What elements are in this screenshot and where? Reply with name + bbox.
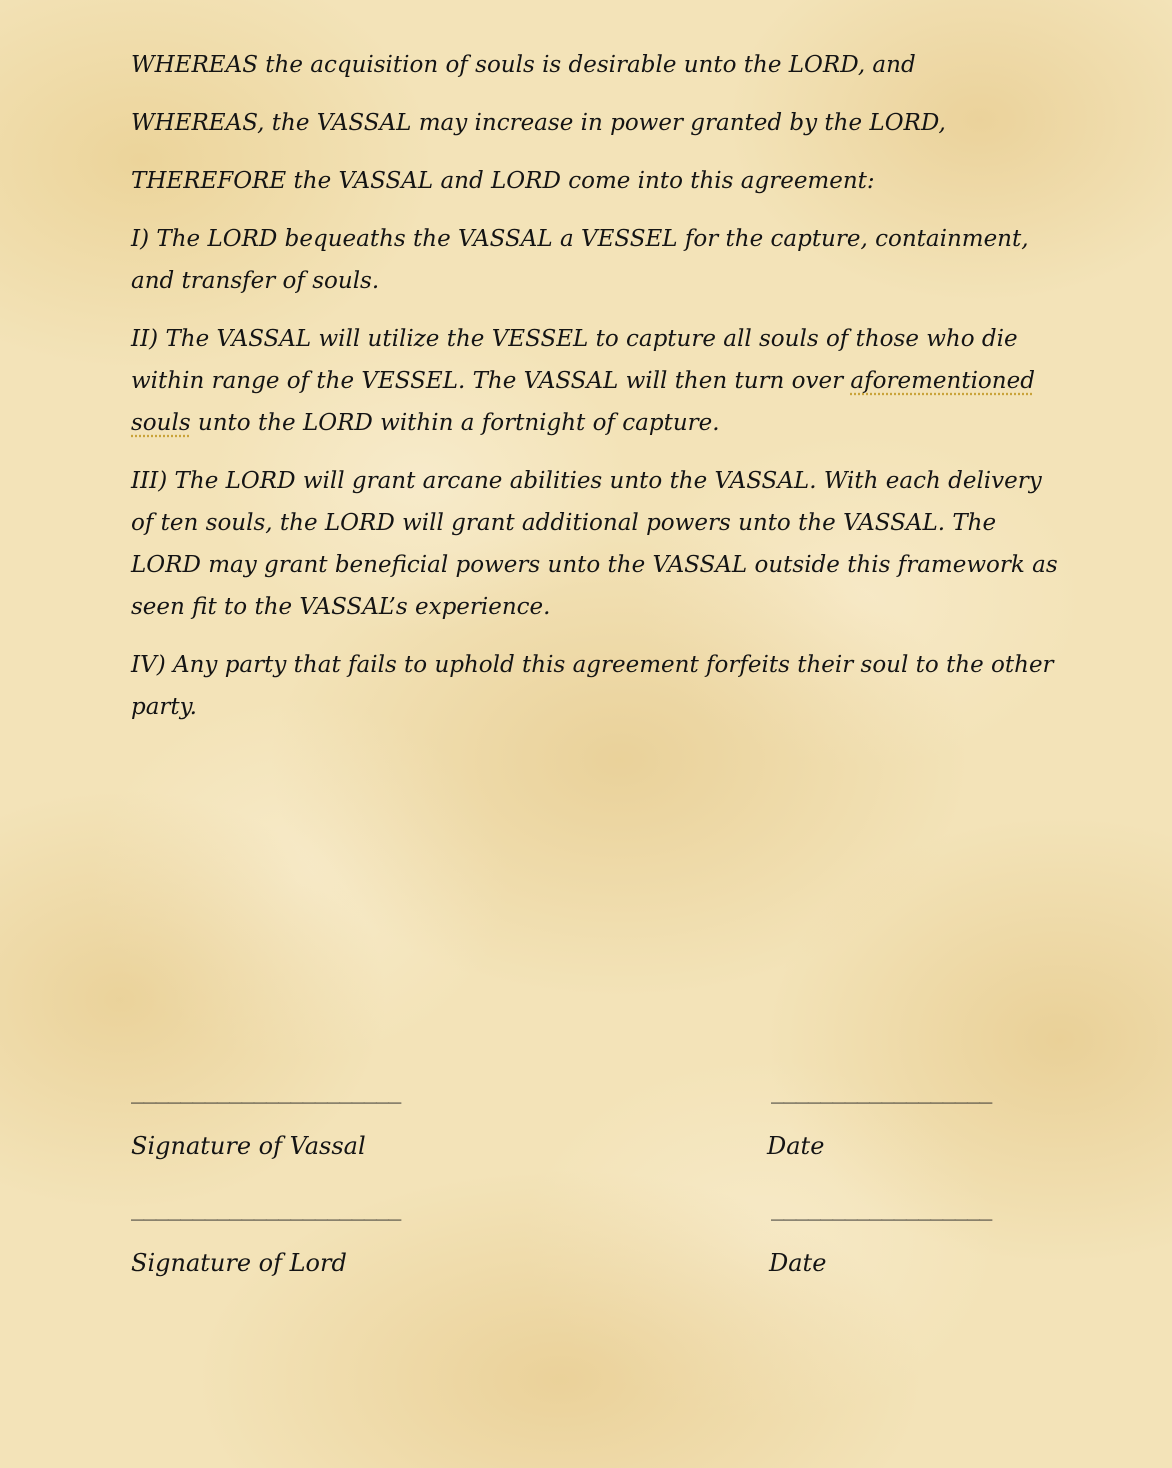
vassal-signature-label: Signature of Vassal bbox=[131, 1132, 366, 1160]
lord-signature-label: Signature of Lord bbox=[131, 1249, 347, 1277]
vassal-date-line: __________________ bbox=[771, 1079, 992, 1104]
clause-iii: III) The LORD will grant arcane abilities unto the VASSAL. With each delivery of ten souls, the LORD will grant additional powers unto the VASSAL. The LORD may grant beneficial powers unto the VASSAL outside this framework as seen fit to the VASSAL’s experience. bbox=[131, 468, 1058, 620]
lord-signature-line: ______________________ bbox=[131, 1196, 401, 1221]
clause-iv: IV) Any party that fails to uphold this agreement forfeits their soul to the other party. bbox=[131, 652, 1054, 720]
clause-ii-part-2: unto the LORD within a fortnight of capture. bbox=[190, 410, 720, 436]
clause-ii bbox=[131, 318, 1061, 444]
lord-date-line: __________________ bbox=[771, 1196, 992, 1221]
spellcheck-flagged-text[interactable]: aforementioned souls bbox=[131, 368, 1035, 436]
clause-ii-part-1: II) The VASSAL will utilize the VESSEL to capture all souls of those who die within range of the VESSEL. The VASSAL will then turn over bbox=[131, 326, 1018, 394]
therefore-agreement: THEREFORE the VASSAL and LORD come into this agreement: bbox=[131, 168, 875, 194]
whereas-acquisition: WHEREAS the acquisition of souls is desirable unto the LORD, and bbox=[131, 52, 916, 78]
vassal-date-label: Date bbox=[767, 1132, 825, 1160]
clause-i: I) The LORD bequeaths the VASSAL a VESSEL for the capture, containment, and transfer of souls. bbox=[131, 226, 1029, 294]
contract-body[interactable] bbox=[131, 44, 1061, 744]
lord-date-label: Date bbox=[769, 1249, 827, 1277]
vassal-signature-line: ______________________ bbox=[131, 1079, 401, 1104]
whereas-vassal-power: WHEREAS, the VASSAL may increase in power granted by the LORD, bbox=[131, 110, 946, 136]
